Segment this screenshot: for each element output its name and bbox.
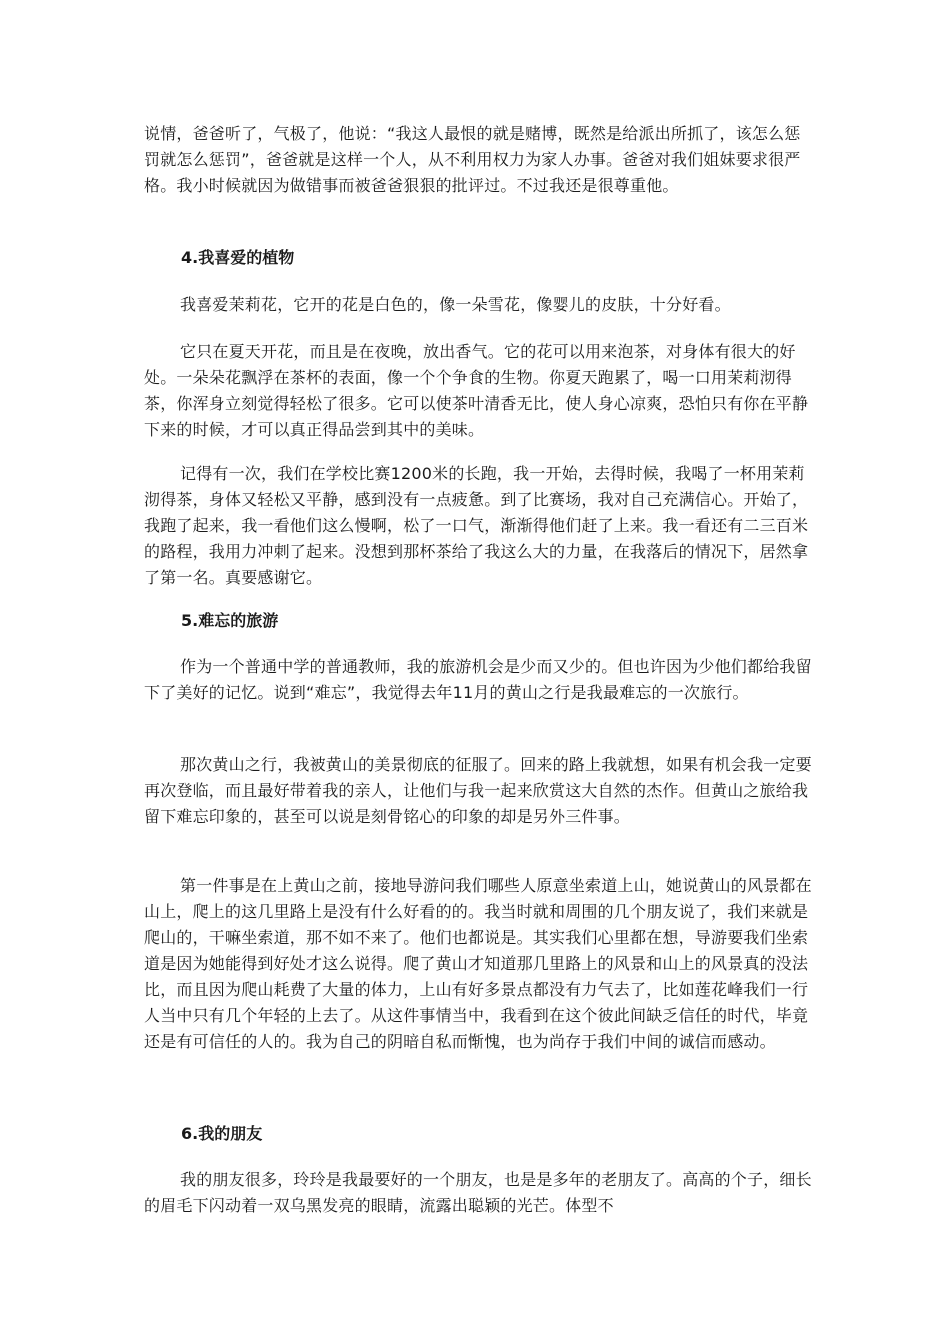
paragraph-continued: 说情，爸爸听了，气极了，他说：“我这人最恨的就是赌博，既然是给派出所抓了，该怎么惩罚就怎么惩罚”，爸爸就是这样一个人，从不利用权力为家人办事。爸爸对我们姐妹要求很严格。我小时候就因为做错事而被爸爸狠狠的批评过。不过我还是很尊重他。 [144,124,801,195]
section-heading-plants: 4.我喜爱的植物 [181,248,295,267]
paragraph: 作为一个普通中学的普通教师，我的旅游机会是少而又少的。但也许因为少他们都给我留下了美好的记忆。说到“难忘”，我觉得去年11月的黄山之行是我最难忘的一次旅行。 [144,657,812,702]
paragraph: 记得有一次，我们在学校比赛1200米的长跑，我一开始，去得时候，我喝了一杯用茉莉沏得茶，身体又轻松又平静，感到没有一点疲惫。到了比赛场，我对自己充满信心。开始了，我跑了起来，我一看他们这么慢啊，松了一口气，渐渐得他们赶了上来。我一看还有二三百米的路程，我用力冲刺了起来。没想到那杯茶给了我这么大的力量，在我落后的情况下，居然拿了第一名。真要感谢它。 [144,464,809,587]
paragraph: 那次黄山之行，我被黄山的美景彻底的征服了。回来的路上我就想，如果有机会我一定要再次登临，而且最好带着我的亲人，让他们与我一起来欣赏这大自然的杰作。但黄山之旅给我留下难忘印象的，甚至可以说是刻骨铭心的印象的却是另外三件事。 [144,755,812,826]
section-heading-travel: 5.难忘的旅游 [181,611,279,630]
paragraph: 它只在夏天开花，而且是在夜晚，放出香气。它的花可以用来泡茶，对身体有很大的好处。一朵朵花飘浮在茶杯的表面，像一个个争食的生物。你夏天跑累了，喝一口用茉莉沏得茶，你浑身立刻觉得轻松了很多。它可以使茶叶清香无比，使人身心凉爽，恐怕只有你在平静下来的时候，才可以真正得品尝到其中的美味。 [144,342,809,439]
section-heading-friend: 6.我的朋友 [181,1124,263,1143]
paragraph: 第一件事是在上黄山之前，接地导游问我们哪些人原意坐索道上山，她说黄山的风景都在山上，爬上的这几里路上是没有什么好看的的。我当时就和周围的几个朋友说了，我们来就是爬山的，干嘛坐索道，那不如不来了。他们也都说是。其实我们心里都在想，导游要我们坐索道是因为她能得到好处才这么说得。爬了黄山才知道那几里路上的风景和山上的风景真的没法比，而且因为爬山耗费了大量的体力，上山有好多景点都没有力气去了，比如莲花峰我们一行人当中只有几个年轻的上去了。从这件事情当中，我看到在这个彼此间缺乏信任的时代，毕竟还是有可信任的人的。我为自己的阴暗自私而惭愧，也为尚存于我们中间的诚信而感动。 [144,876,812,1051]
paragraph: 我喜爱茉莉花，它开的花是白色的，像一朵雪花，像婴儿的皮肤，十分好看。 [180,295,731,314]
paragraph: 我的朋友很多，玲玲是我最要好的一个朋友，也是是多年的老朋友了。高高的个子，细长的眉毛下闪动着一双乌黑发亮的眼睛，流露出聪颖的光芒。体型不 [144,1170,812,1215]
